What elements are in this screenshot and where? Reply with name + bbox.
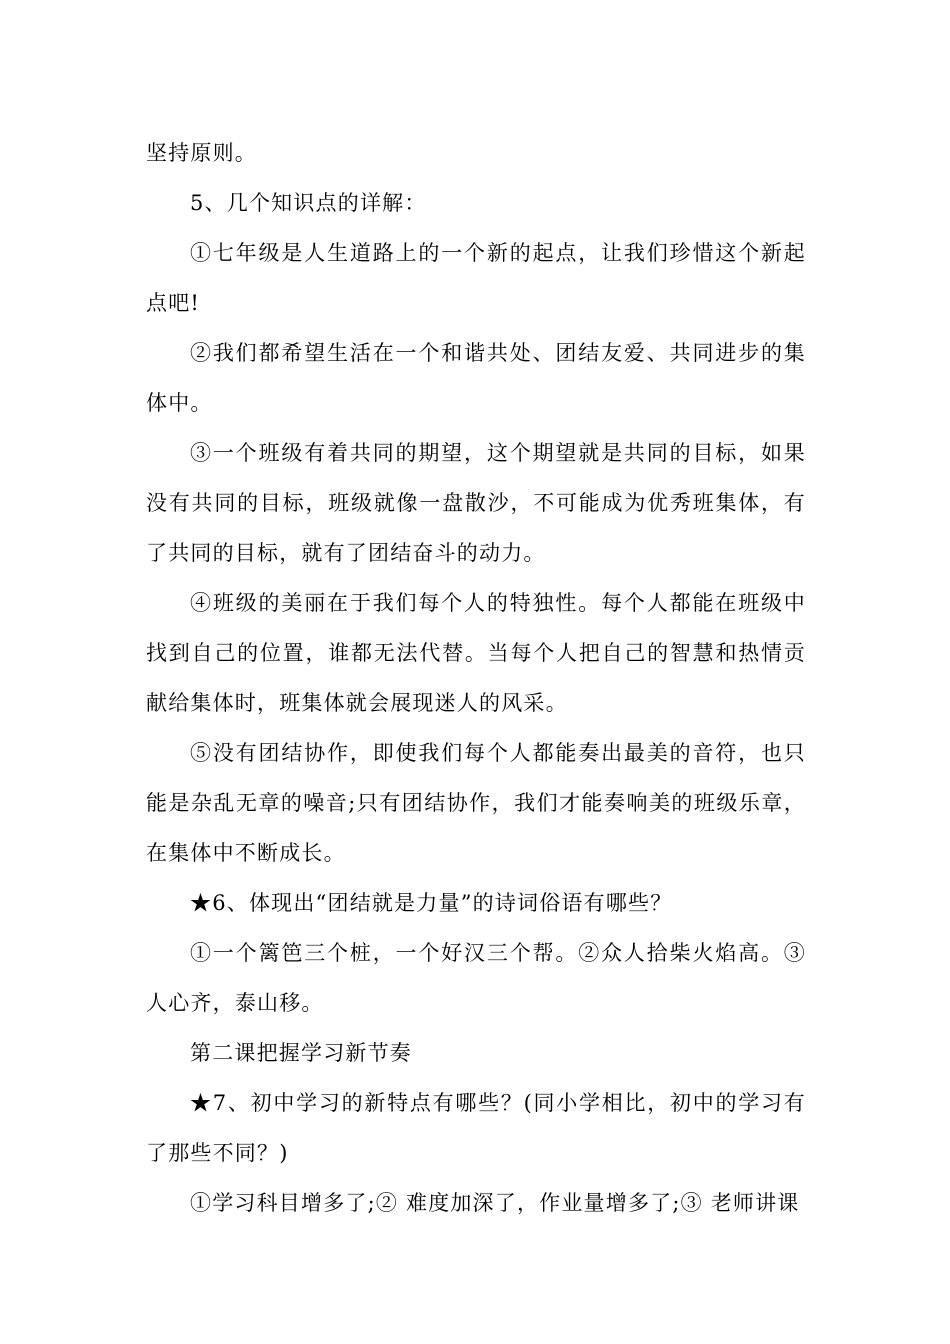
paragraph-5: ③一个班级有着共同的期望，这个期望就是共同的目标，如果没有共同的目标，班级就像一盘散沙，不可能成为优秀班集体，有了共同的目标，就有了团结奋斗的动力。	[146, 441, 806, 565]
paragraph-4: ②我们都希望生活在一个和谐共处、团结友爱、共同进步的集体中。	[146, 341, 806, 415]
section-heading: 第二课把握学习新节奏	[190, 1041, 412, 1065]
paragraph-2: 5、几个知识点的详解：	[190, 191, 427, 215]
paragraph-11: ★7、初中学习的新特点有哪些？(同小学相比，初中的学习有了那些不同？)	[146, 1091, 806, 1165]
paragraph-8: ★6、体现出“团结就是力量”的诗词俗语有哪些？	[190, 891, 673, 915]
paragraph-12: ①学习科目增多了;② 难度加深了，作业量增多了;③ 老师讲课	[190, 1191, 800, 1215]
paragraph-1: 坚持原则。	[146, 141, 257, 165]
document-body	[146, 128, 806, 1228]
paragraph-7: ⑤没有团结协作，即使我们每个人都能奏出最美的音符，也只能是杂乱无章的噪音;只有团结协作，我们才能奏响美的班级乐章，在集体中不断成长。	[146, 741, 806, 865]
paragraph-3: ①七年级是人生道路上的一个新的起点，让我们珍惜这个新起点吧!	[146, 241, 806, 315]
paragraph-6: ④班级的美丽在于我们每个人的特独性。每个人都能在班级中找到自己的位置，谁都无法代替。当每个人把自己的智慧和热情贡献给集体时，班集体就会展现迷人的风采。	[146, 591, 806, 715]
paragraph-9: ①一个篱笆三个桩，一个好汉三个帮。②众人拾柴火焰高。③人心齐，泰山移。	[146, 941, 806, 1015]
